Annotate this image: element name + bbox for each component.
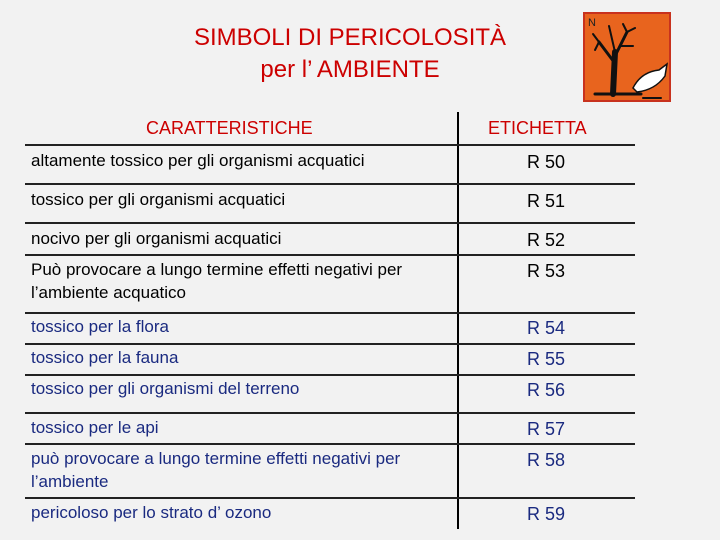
table-row-code: R 55 [527, 349, 566, 369]
table-row-code: R 53 [527, 261, 566, 281]
table-row-text: può provocare a lungo termine effetti negativi per l’ambiente [31, 449, 401, 491]
row-divider [25, 443, 635, 445]
table-row-code: R 54 [527, 318, 566, 338]
table-row-text: tossico per gli organismi acquatici [31, 190, 286, 209]
title-line-1: SIMBOLI DI PERICOLOSITÀ [193, 24, 507, 51]
table-row-text: tossico per la fauna [31, 348, 179, 367]
table-row-code: R 51 [527, 191, 566, 211]
row-divider [25, 183, 635, 185]
table-row-code: R 50 [527, 152, 566, 172]
table-row-text: tossico per la flora [31, 317, 169, 336]
symbol-letter: N [588, 17, 596, 29]
row-divider [25, 254, 635, 256]
table-row-text: tossico per gli organismi del terreno [31, 379, 300, 398]
table-row-code: R 58 [527, 450, 566, 470]
header-caratteristiche: CARATTERISTICHE [146, 118, 313, 138]
environment-hazard-symbol [583, 12, 671, 102]
table-row-text: altamente tossico per gli organismi acquatici [31, 151, 365, 170]
row-divider [25, 312, 635, 314]
table-row-code: R 59 [527, 504, 566, 524]
table-row-text: tossico per le api [31, 418, 159, 437]
row-divider [25, 412, 635, 414]
page-title [100, 22, 600, 86]
row-divider [25, 343, 635, 345]
row-divider [25, 222, 635, 224]
table-row-text: Può provocare a lungo termine effetti negativi per l’ambiente acquatico [31, 260, 403, 302]
row-divider [25, 144, 635, 146]
table-row-code: R 57 [527, 419, 566, 439]
table-row-text: pericoloso per lo strato d’ ozono [31, 503, 272, 522]
row-divider [25, 374, 635, 376]
column-divider [457, 112, 459, 529]
table-row-code: R 52 [527, 230, 566, 250]
header-etichetta: ETICHETTA [488, 118, 587, 138]
title-line-2: per l’ AMBIENTE [260, 56, 440, 83]
row-divider [25, 497, 635, 499]
table-row-text: nocivo per gli organismi acquatici [31, 229, 282, 248]
table-row-code: R 56 [527, 380, 566, 400]
